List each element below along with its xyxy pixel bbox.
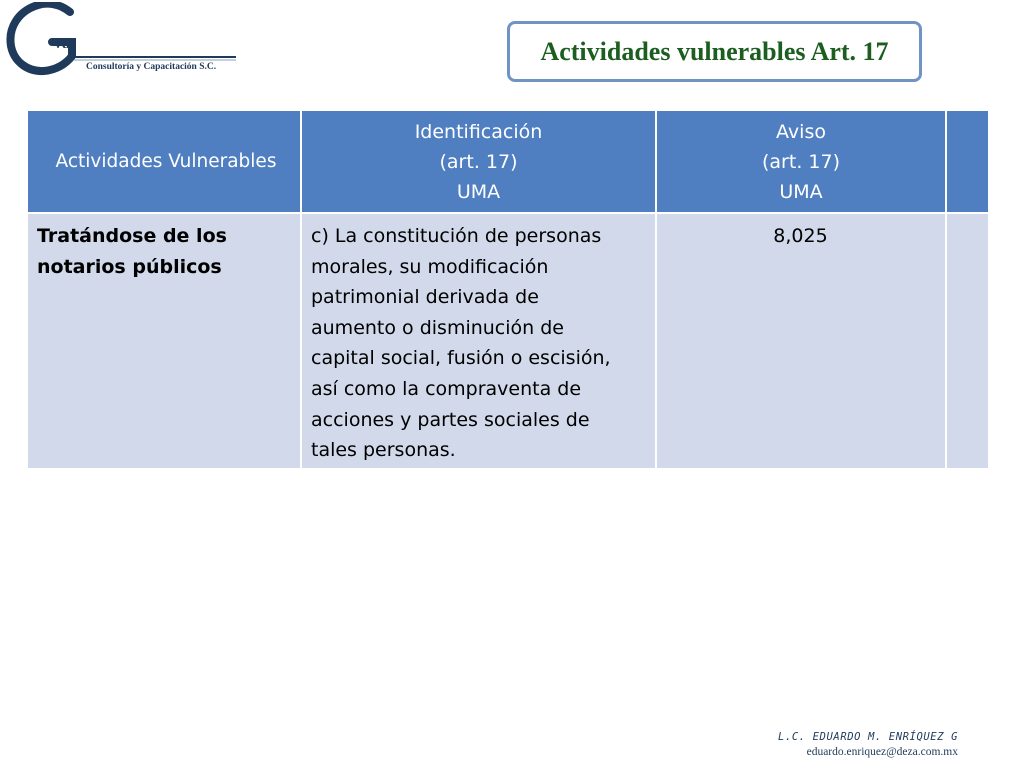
logo-subtitle: Consultoría y Capacitación S.C. — [86, 62, 217, 72]
header-activities: Actividades Vulnerables — [27, 110, 301, 213]
activities-table — [26, 109, 990, 470]
page-title: Actividades vulnerables Art. 17 — [540, 36, 889, 66]
company-logo — [4, 2, 244, 78]
logo-mark: va — [54, 35, 70, 52]
footer-email[interactable]: eduardo.enriquez@deza.com.mx — [806, 746, 958, 758]
header-identification: Identificación (art. 17) UMA — [301, 110, 656, 213]
cell-activity: Tratándose de los notarios públicos — [27, 213, 301, 469]
title-box — [507, 21, 922, 82]
cell-identification: c) La constitución de personas morales, su modificación patrimonial derivada de aumento o disminución de capital social, fusión o escisión, así como la compraventa de acciones y partes sociales de tales personas. — [301, 213, 656, 469]
activities-table-container — [26, 109, 990, 470]
cell-extra — [946, 213, 989, 469]
table-row — [27, 213, 989, 469]
table-header-row — [27, 110, 989, 213]
footer-author: L.C. EDUARDO M. ENRÍQUEZ G — [778, 731, 958, 743]
header-empty — [946, 110, 989, 213]
footer — [778, 731, 958, 758]
header-aviso: Aviso (art. 17) UMA — [656, 110, 946, 213]
cell-aviso: 8,025 — [656, 213, 946, 469]
